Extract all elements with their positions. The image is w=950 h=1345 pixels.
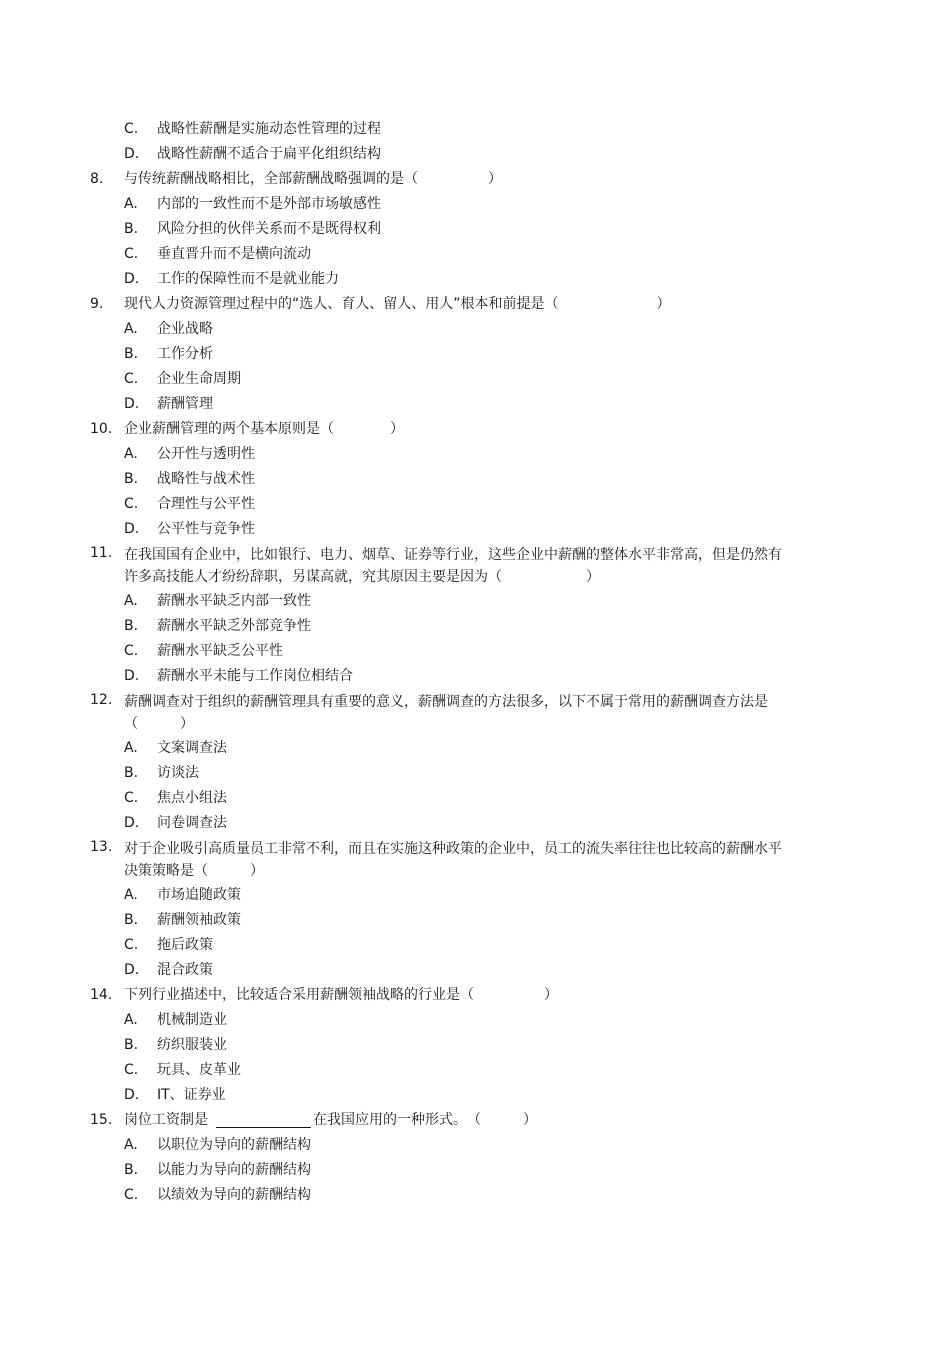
question-stem [0, 292, 950, 317]
option-row [0, 117, 950, 142]
question-stem [0, 542, 950, 589]
question-stem [0, 983, 950, 1008]
option-letter: C. [124, 1187, 139, 1203]
question-number: 13. [90, 839, 113, 855]
stem-before-blank: 岗位工资制是 [124, 1112, 208, 1128]
option-text: 公开性与透明性 [157, 446, 255, 462]
question-number: 14. [90, 987, 113, 1003]
option-letter: D. [124, 962, 140, 978]
option-row [0, 761, 950, 786]
option-text: 以能力为导向的薪酬结构 [157, 1162, 311, 1178]
option-letter: A. [124, 1137, 138, 1153]
option-row [0, 1058, 950, 1083]
option-text: 拖后政策 [157, 937, 213, 953]
option-letter: D. [124, 271, 140, 287]
question-number: 11. [90, 545, 113, 561]
option-row [0, 589, 950, 614]
option-text: 企业生命周期 [157, 371, 241, 387]
option-letter: A. [124, 887, 138, 903]
option-text: 问卷调查法 [157, 815, 227, 831]
option-letter: A. [124, 1012, 138, 1028]
option-text: 以职位为导向的薪酬结构 [157, 1137, 311, 1153]
option-letter: D. [124, 1087, 140, 1103]
option-text: 机械制造业 [157, 1012, 227, 1028]
option-text: 企业战略 [157, 321, 213, 337]
option-row [0, 883, 950, 908]
option-text: 薪酬领袖政策 [157, 912, 241, 928]
option-letter: C. [124, 371, 139, 387]
option-letter: B. [124, 1037, 139, 1053]
option-row [0, 933, 950, 958]
option-letter: B. [124, 618, 139, 634]
option-letter: A. [124, 446, 138, 462]
option-row [0, 1008, 950, 1033]
option-text: 文案调查法 [157, 740, 227, 756]
question-text: 企业薪酬管理的两个基本原则是（ ） [124, 421, 404, 437]
question-text: 对于企业吸引高质量员工非常不利，而且在实施这种政策的企业中，员工的流失率往往也比较高的薪酬水平决策策略是（ ） [124, 841, 782, 879]
option-row [0, 492, 950, 517]
option-row [0, 1133, 950, 1158]
question-text: 现代人力资源管理过程中的“选人、育人、留人、用人”根本和前提是（ ） [124, 296, 671, 312]
fill-in-blank [216, 1113, 311, 1128]
option-letter: C. [124, 121, 139, 137]
option-letter: B. [124, 912, 139, 928]
option-row [0, 1158, 950, 1183]
option-row [0, 639, 950, 664]
option-letter: B. [124, 346, 139, 362]
question-text: 薪酬调查对于组织的薪酬管理具有重要的意义，薪酬调查的方法很多，以下不属于常用的薪酬调查方法是（ ） [124, 694, 768, 732]
option-letter: C. [124, 643, 139, 659]
option-row [0, 392, 950, 417]
option-text: 薪酬水平缺乏公平性 [157, 643, 283, 659]
option-row [0, 342, 950, 367]
option-text: 战略性薪酬不适合于扁平化组织结构 [157, 146, 381, 162]
option-letter: C. [124, 1062, 139, 1078]
stem-after-blank: 在我国应用的一种形式。 （ ） [313, 1112, 537, 1128]
option-text: 战略性与战术性 [157, 471, 255, 487]
option-text: 薪酬水平缺乏内部一致性 [157, 593, 311, 609]
option-row [0, 908, 950, 933]
option-row [0, 736, 950, 761]
option-text: 玩具、皮革业 [157, 1062, 241, 1078]
option-text: 市场追随政策 [157, 887, 241, 903]
question-number: 8. [90, 171, 104, 187]
option-text: 公平性与竞争性 [157, 521, 255, 537]
option-text: 访谈法 [157, 765, 199, 781]
option-row [0, 811, 950, 836]
question-stem [0, 689, 950, 736]
option-text: 工作分析 [157, 346, 213, 362]
option-text: 内部的一致性而不是外部市场敏感性 [157, 196, 381, 212]
option-row [0, 242, 950, 267]
option-letter: C. [124, 496, 139, 512]
question-text: 下列行业描述中，比较适合采用薪酬领袖战略的行业是（ ） [124, 987, 558, 1003]
option-row [0, 317, 950, 342]
option-letter: C. [124, 246, 139, 262]
option-letter: A. [124, 196, 138, 212]
option-text: 薪酬水平缺乏外部竞争性 [157, 618, 311, 634]
option-letter: D. [124, 146, 140, 162]
option-row [0, 442, 950, 467]
option-row [0, 614, 950, 639]
option-text: 战略性薪酬是实施动态性管理的过程 [157, 121, 381, 137]
option-row [0, 664, 950, 689]
question-text: 在我国国有企业中，比如银行、电力、烟草、证券等行业，这些企业中薪酬的整体水平非常高，但是仍然有许多高技能人才纷纷辞职，另谋高就，究其原因主要是因为（ ） [124, 547, 782, 585]
option-row [0, 142, 950, 167]
option-text: 薪酬水平未能与工作岗位相结合 [157, 668, 353, 684]
option-text: 风险分担的伙伴关系而不是既得权利 [157, 221, 381, 237]
option-letter: A. [124, 593, 138, 609]
option-text: 以绩效为导向的薪酬结构 [157, 1187, 311, 1203]
option-row [0, 517, 950, 542]
option-letter: B. [124, 471, 139, 487]
option-letter: A. [124, 740, 138, 756]
option-row [0, 786, 950, 811]
option-letter: D. [124, 668, 140, 684]
question-text: 与传统薪酬战略相比，全部薪酬战略强调的是（ ） [124, 171, 502, 187]
option-row [0, 267, 950, 292]
option-text: 焦点小组法 [157, 790, 227, 806]
option-letter: A. [124, 321, 138, 337]
question-number: 10. [90, 421, 113, 437]
option-row [0, 958, 950, 983]
option-text: 工作的保障性而不是就业能力 [157, 271, 339, 287]
option-row [0, 467, 950, 492]
option-row [0, 1083, 950, 1108]
option-text: IT、证券业 [157, 1087, 226, 1103]
option-text: 垂直晋升而不是横向流动 [157, 246, 311, 262]
option-row [0, 217, 950, 242]
option-text: 合理性与公平性 [157, 496, 255, 512]
option-letter: B. [124, 1162, 139, 1178]
question-stem [0, 836, 950, 883]
question-number: 12. [90, 692, 113, 708]
question-stem [0, 167, 950, 192]
option-letter: C. [124, 937, 139, 953]
option-letter: D. [124, 521, 140, 537]
option-row [0, 367, 950, 392]
question-stem [0, 417, 950, 442]
option-letter: B. [124, 765, 139, 781]
exam-page [0, 117, 950, 1208]
option-letter: D. [124, 815, 140, 831]
option-letter: D. [124, 396, 140, 412]
option-letter: B. [124, 221, 139, 237]
option-letter: C. [124, 790, 139, 806]
option-text: 混合政策 [157, 962, 213, 978]
question-stem [0, 1108, 950, 1133]
question-number: 15. [90, 1112, 113, 1128]
option-row [0, 192, 950, 217]
option-text: 薪酬管理 [157, 396, 213, 412]
option-text: 纺织服装业 [157, 1037, 227, 1053]
option-row [0, 1033, 950, 1058]
question-text [124, 1108, 784, 1133]
option-row [0, 1183, 950, 1208]
question-number: 9. [90, 296, 104, 312]
